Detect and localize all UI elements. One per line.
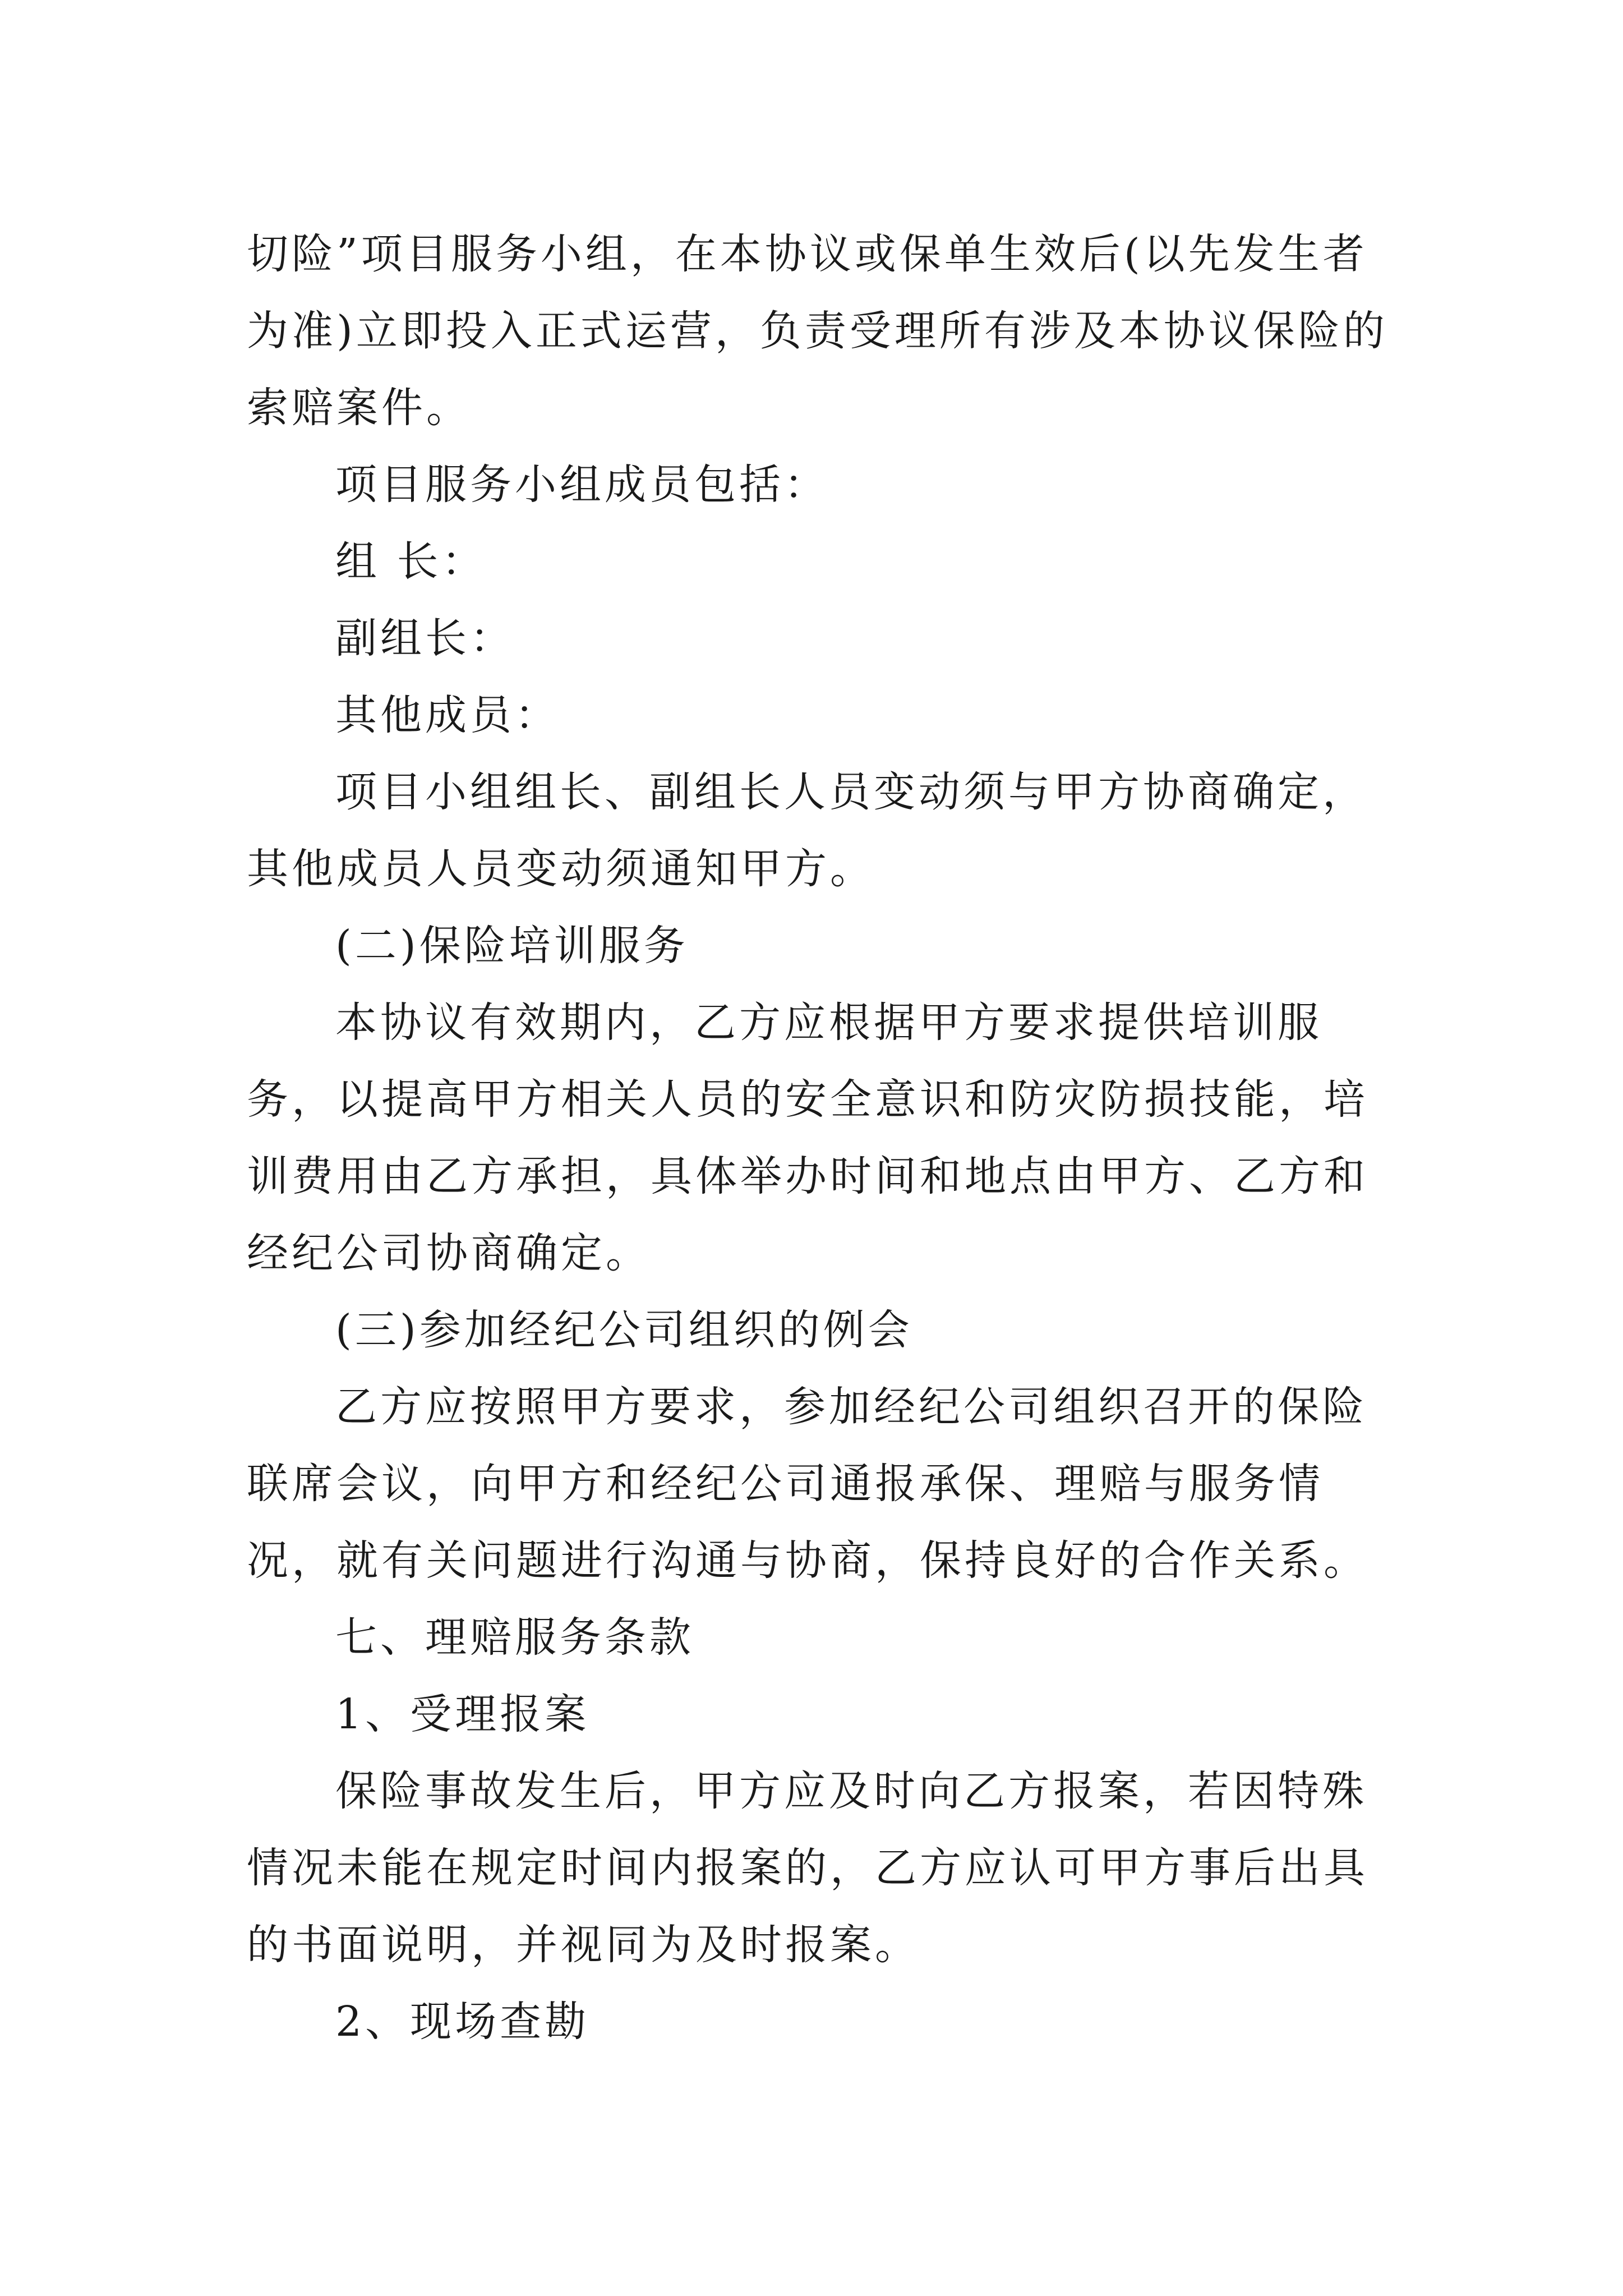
paragraph-other-members: 其他成员： xyxy=(335,691,560,739)
paragraph-meetings: 乙方应按照甲方要求，参加经纪公司组织召开的保险联席会议，向甲方和经纪公司通报承保、理赔与服务情况，就有关问题进行沟通与协商，保持良好的合作关系。 xyxy=(247,1383,1368,1585)
paragraph-service-team-intro: 切险”项目服务小组，在本协议或保单生效后(以先发生者为准)立即投入正式运营，负责受理所有涉及本协议保险的索赔案件。 xyxy=(247,230,1388,432)
section-heading-training: (二)保险培训服务 xyxy=(335,922,689,970)
paragraph-accept-report: 保险事故发生后，甲方应及时向乙方报案，若因特殊情况未能在规定时间内报案的，乙方应认可甲方事后出具的书面说明，并视同为及时报案。 xyxy=(247,1767,1368,1969)
section-heading-meetings: (三)参加经纪公司组织的例会 xyxy=(335,1306,913,1354)
paragraph-team-leader: 组 长： xyxy=(335,537,487,586)
subheading-accept-report: 1、受理报案 xyxy=(335,1690,590,1738)
paragraph-deputy-leader: 副组长： xyxy=(335,614,515,662)
subheading-site-survey: 2、现场查勘 xyxy=(335,1998,590,2046)
section-heading-claims-terms: 七、理赔服务条款 xyxy=(335,1613,694,1662)
paragraph-team-members-heading: 项目服务小组成员包括： xyxy=(335,461,829,509)
document-body xyxy=(247,216,1391,2060)
paragraph-training-service: 本协议有效期内，乙方应根据甲方要求提供培训服务，以提高甲方相关人员的安全意识和防灾防损技能，培训费用由乙方承担，具体举办时间和地点由甲方、乙方和经纪公司协商确定。 xyxy=(247,999,1368,1277)
paragraph-personnel-changes: 项目小组组长、副组长人员变动须与甲方协商确定，其他成员人员变动须通知甲方。 xyxy=(247,768,1367,893)
